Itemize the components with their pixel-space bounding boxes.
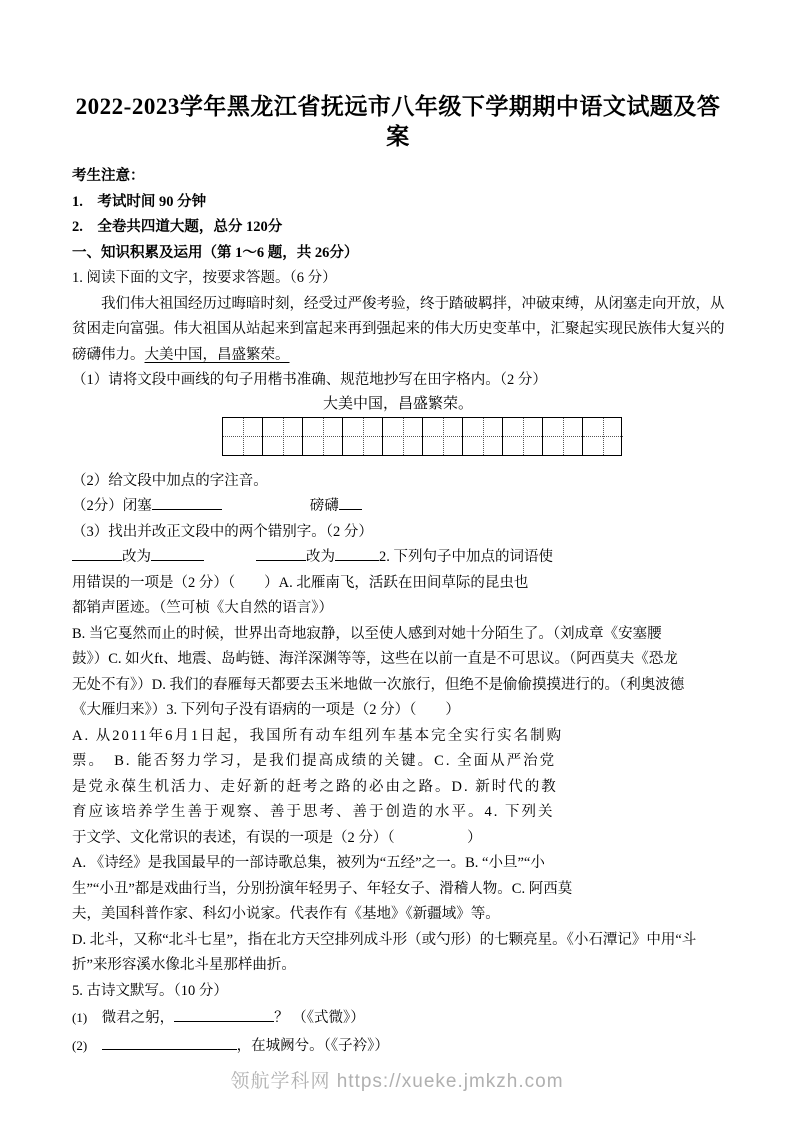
- q2-line2: 用错误的一项是（2 分）（ ）A. 北雁南飞，活跃在田间草际的昆虫也: [72, 574, 529, 591]
- q1-copy-caption: 大美中国，昌盛繁荣。: [322, 395, 473, 412]
- q1-sub1: （1）请将文段中画线的句子用楷书准确、规范地抄写在田字格内。（2 分）: [72, 372, 547, 388]
- q4-line1: 于文学、文化常识的表述，有误的一项是（2 分）（ ）: [72, 829, 482, 846]
- q5-item1-suffix: ？ （《式微》）: [274, 1010, 365, 1026]
- q5-item2-prefix: [87, 1038, 102, 1054]
- notice-item-1: 1. 考试时间 90 分钟: [72, 193, 207, 210]
- blank-line: [72, 545, 122, 561]
- tianzige-cell: [223, 418, 263, 455]
- q1-passage-line1: 我们伟大祖国经历过晦暗时刻，经受过严俊考验，终于踏破羁拌，冲破束缚，从闭塞走向开放，从: [101, 295, 725, 312]
- q3-line4: 是党永葆生机活力、走好新的赶考之路的必由之路。D. 新时代的教: [72, 778, 558, 795]
- section1-heading: 一、知识积累及运用（第 1～6 题，共 26分）: [72, 244, 359, 261]
- tianzige-grid: [222, 417, 622, 456]
- q3-line5: 育应该培养学生善于观察、善于思考、善于创造的水平。4. 下列关: [72, 804, 555, 820]
- q1-sub3: （3）找出并改正文段中的两个错别字。（2 分）: [72, 523, 373, 540]
- q1-pinyin-prefix: （2分）闭塞: [72, 498, 152, 514]
- notice-label: 考生注意：: [72, 168, 145, 184]
- q5-item1-number: (1): [72, 1010, 88, 1025]
- blank-line: [102, 1034, 237, 1050]
- q3-line3: 票。 B. 能否努力学习，是我们提高成绩的关键。C. 全面从严治党: [72, 753, 557, 769]
- blank-line: [256, 545, 306, 561]
- q5-item2-number: (2): [72, 1038, 88, 1053]
- q1-pinyin-word2: 磅礴: [309, 498, 339, 514]
- tianzige-cell: [583, 418, 623, 455]
- q4-line3: 生”“小丑”都是戏曲行当，分别扮演年轻男子、年轻女子、滑稽人物。C. 阿西莫: [72, 880, 573, 897]
- gaiwei-label-2: 改为: [306, 549, 335, 565]
- tianzige-cell: [263, 418, 303, 455]
- q5-item1: [72, 1004, 724, 1032]
- tianzige-cell: [543, 418, 583, 455]
- blank-line: [152, 494, 222, 510]
- q3-line2: A. 从2011年6月1日起，我国所有动车组列车基本完全实行实名制购: [72, 727, 564, 744]
- tianzige-cell: [463, 418, 503, 455]
- watermark: 领航学科网 https://xueke.jmkzh.com: [230, 1071, 564, 1092]
- exam-title: 2022-2023学年黑龙江省抚远市八年级下学期期中语文试题及答案: [75, 94, 721, 149]
- q2-line3: 都销声匿迹。（竺可桢《大自然的语言》）: [72, 600, 333, 616]
- q2-line6: 无处不有》）D. 我们的春雁每天都要去玉米地做一次旅行，但绝不是偷偷摸摸进行的。（利奥波德: [72, 676, 685, 693]
- tianzige-cell: [423, 418, 463, 455]
- q1-pinyin-line: [72, 494, 724, 520]
- q1-correction-line: [72, 545, 724, 571]
- notice-item-2: 2. 全卷共四道大题，总分 120分: [72, 219, 283, 235]
- q5-item2-suffix: ，在城阙兮。（《子衿》）: [236, 1038, 389, 1054]
- tianzige-cell: [343, 418, 383, 455]
- gaiwei-label-1: 改为: [122, 549, 151, 565]
- q2-head-tail: 2. 下列句子中加点的词语使: [379, 549, 553, 565]
- q4-line5: D. 北斗，又称“北斗七星”，指在北方天空排列成斗形（或勺形）的七颗亮星。《小石潭记》中用“斗: [72, 931, 697, 948]
- q5-intro: 5. 古诗文默写。（10 分）: [72, 982, 228, 999]
- q4-line2: A. 《诗经》是我国最早的一部诗歌总集，被列为“五经”之一。B. “小旦”“小: [72, 855, 545, 871]
- blank-line: [151, 545, 204, 561]
- q1-sub2: （2）给文段中加点的字注音。: [72, 472, 268, 489]
- tianzige-cell: [503, 418, 543, 455]
- q1-passage-line3-plain: 磅礴伟力。: [72, 346, 145, 363]
- q2-line5: 鼓》）C. 如火ft、地震、岛屿链、海洋深渊等等，这些在以前一直是不可思议。（阿西莫夫《恐龙: [72, 651, 678, 667]
- q1-intro: 1. 阅读下面的文字，按要求答题。（6 分）: [72, 270, 337, 286]
- q4-line4: 夫，美国科普作家、科幻小说家。代表作有《基地》《新疆域》等。: [72, 906, 500, 922]
- q1-passage-line3: [72, 343, 724, 369]
- blank-line: [335, 545, 379, 561]
- q2-line4: B. 当它戛然而止的时候，世界出奇地寂静，以至使人感到对她十分陌生了。（刘成章《安塞腰: [72, 625, 662, 642]
- q3-line1: 《大雁归来》）3. 下列句子没有语病的一项是（2 分）（ ）: [72, 702, 460, 718]
- q5-item2: [72, 1032, 724, 1060]
- tianzige-cell: [303, 418, 343, 455]
- q1-passage-line2: 贫困走向富强。伟大祖国从站起来到富起来再到强起来的伟大历史变革中，汇聚起实现民族伟大复兴的: [72, 321, 725, 337]
- tianzige-cell: [383, 418, 423, 455]
- q1-passage-underlined-sentence: 大美中国，昌盛繁荣。: [144, 346, 290, 363]
- q4-line6: 折”来形容溪水像北斗星那样曲折。: [72, 957, 296, 973]
- blank-line: [339, 494, 362, 510]
- blank-line: [174, 1006, 274, 1022]
- q5-item1-prefix: 微君之躬，: [87, 1010, 175, 1026]
